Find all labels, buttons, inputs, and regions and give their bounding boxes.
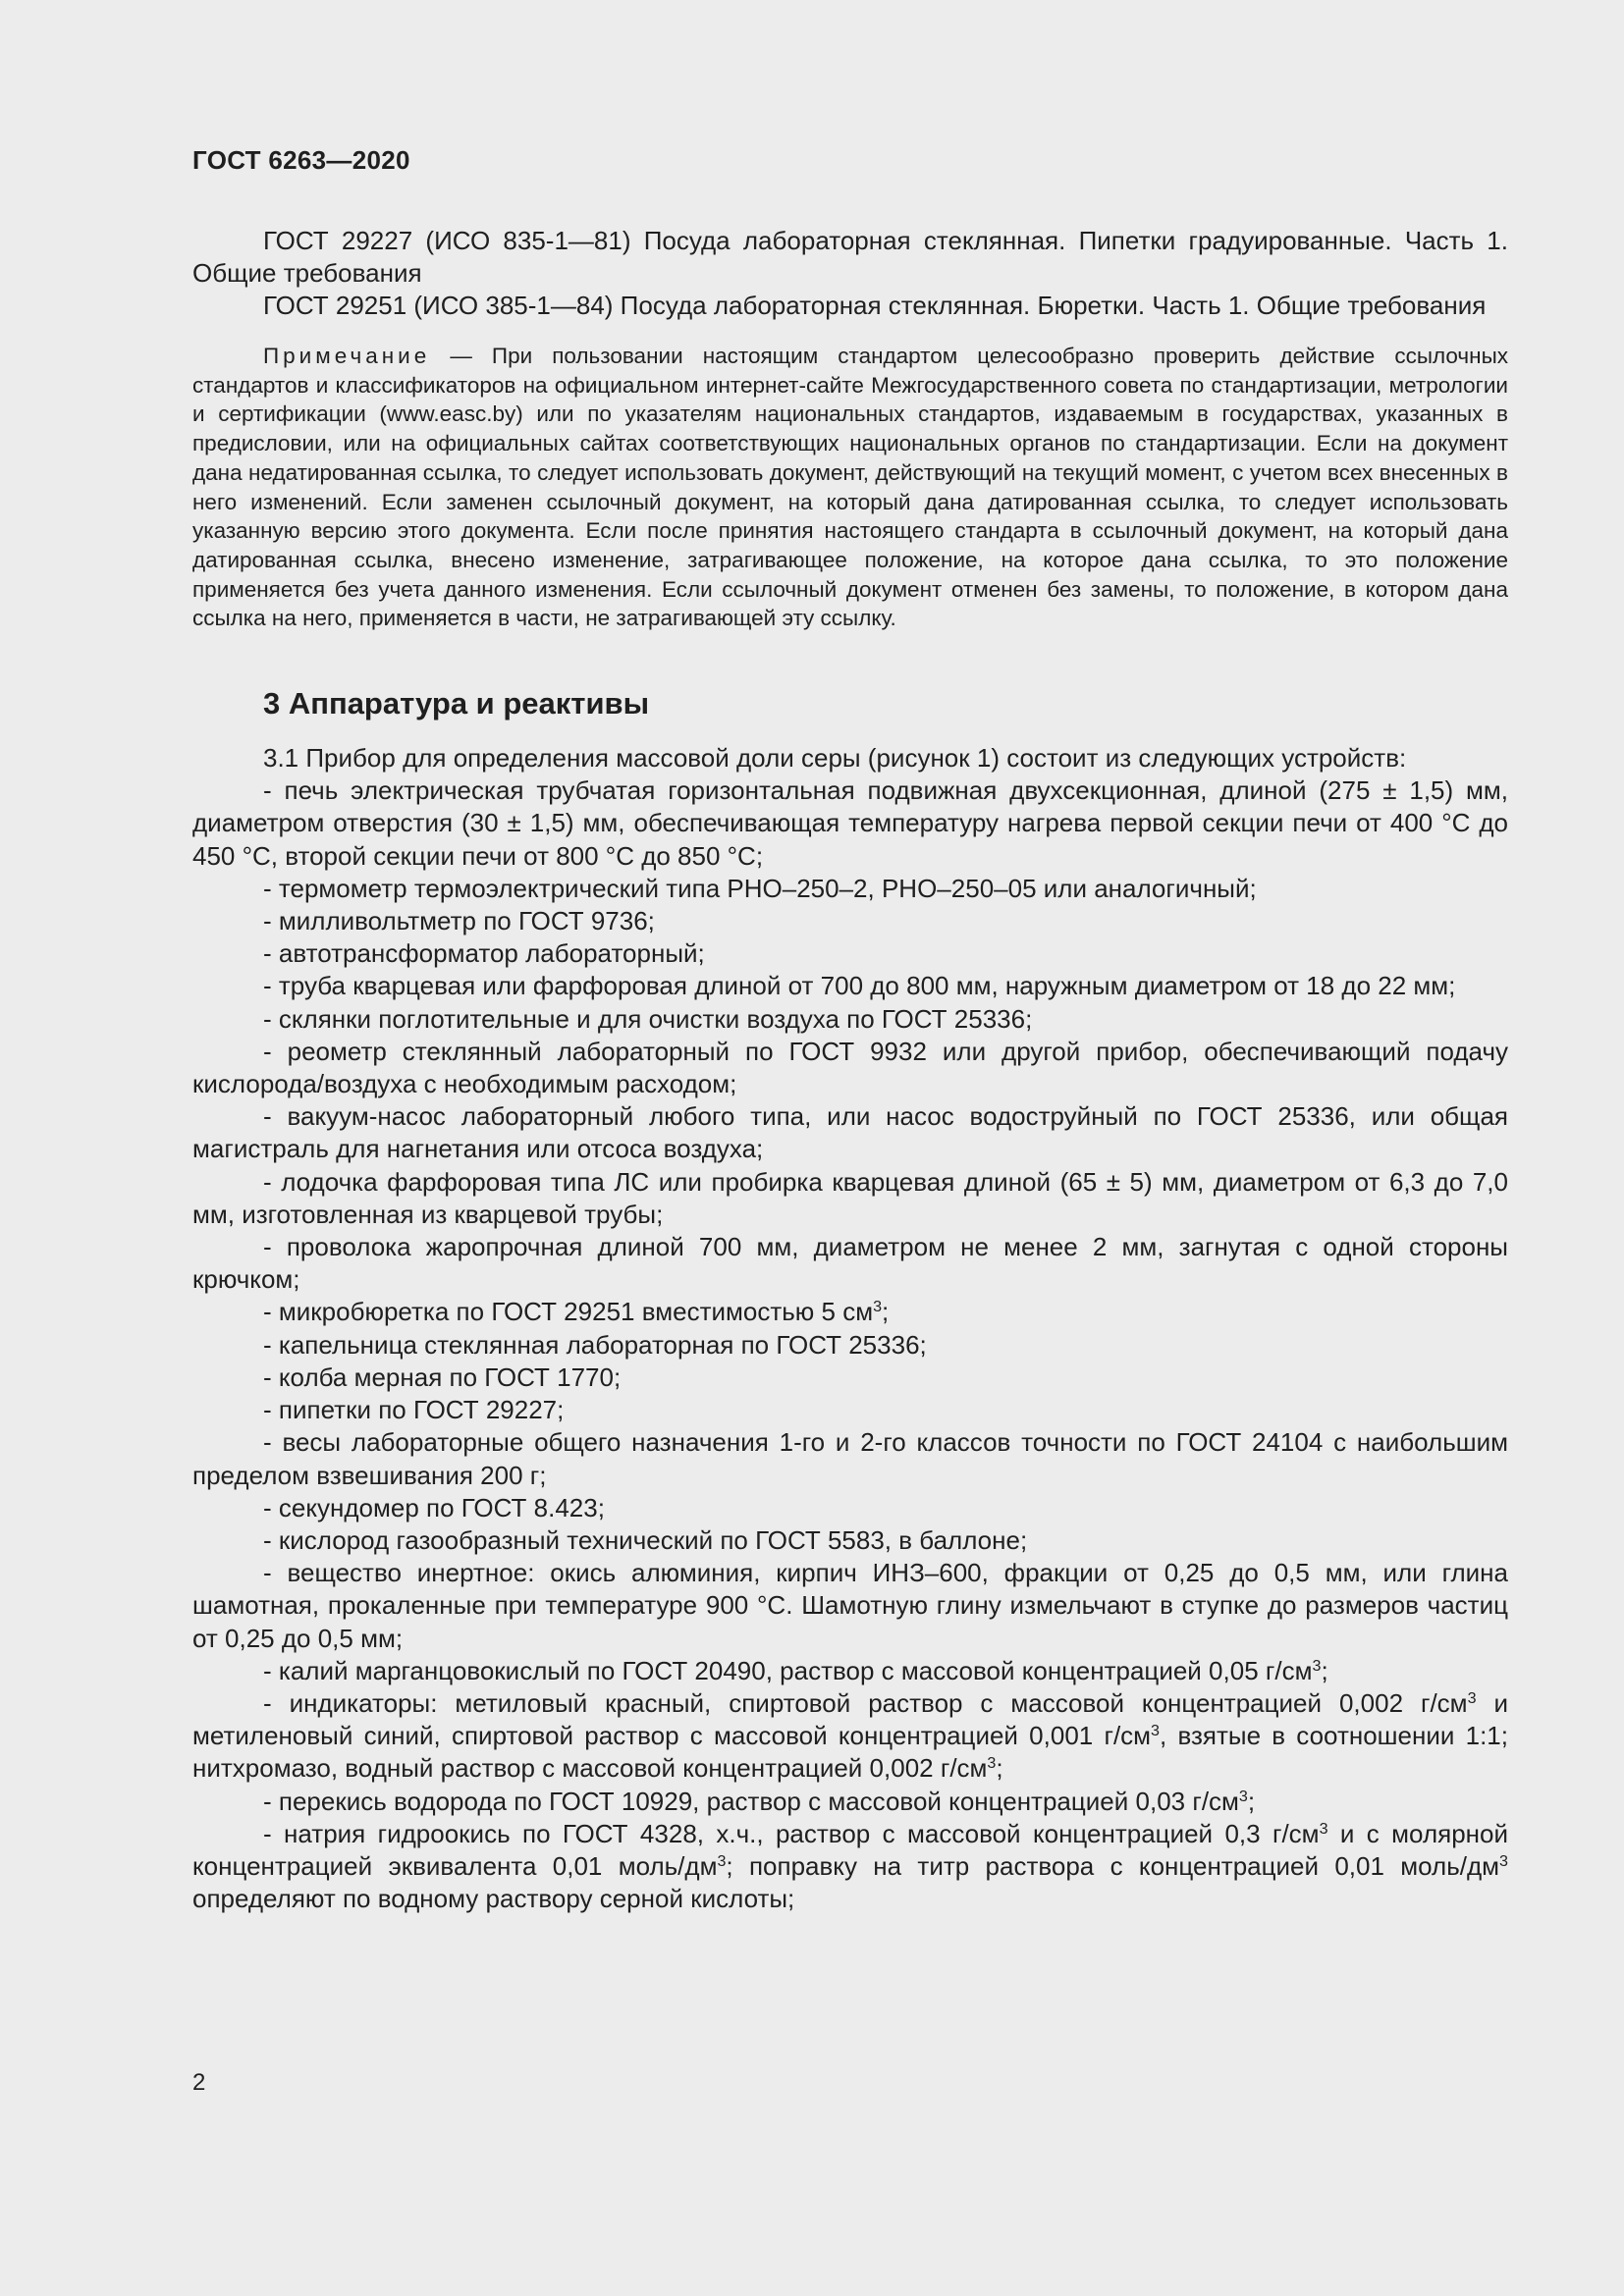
list-item: - милливольтметр по ГОСТ 9736; (263, 906, 655, 936)
list-item: - микробюретка по ГОСТ 29251 вместимостью 5 $см^3$; (263, 1297, 890, 1327)
list-item: - капельница стеклянная лабораторная по ГОСТ 25336; (263, 1329, 927, 1360)
list-item: - секундомер по ГОСТ 8.423; (263, 1492, 605, 1522)
note-paragraph (192, 342, 1508, 633)
list-item: - колба мерная по ГОСТ 1770; (263, 1362, 622, 1392)
page-number: 2 (192, 2069, 206, 2096)
list-item: - печь электрическая трубчатая горизонтальная подвижная двухсекционная, длиной (275 ± 1,5) мм, диаметром отверстия (30 ± 1,5) мм, обеспечивающая температуру нагрева первой секции печи от 400 °С до 450 °С, второй секции печи от 800 °С до 850 °С; (192, 775, 1508, 871)
list-item: - склянки поглотительные и для очистки воздуха по ГОСТ 25336; (263, 1003, 1033, 1034)
list-item: - индикаторы: метиловый красный, спиртовой раствор с массовой концентрацией 0,002 $г/см^3$ и метиленовый синий, спиртовой раствор с массовой концентрацией 0,001 $г/см^3$, взятые в соотношении 1:1; нитхромазо, водный раствор с массовой концентрацией 0,002 $г/см^3$; (192, 1687, 1508, 1784)
reference-item: ГОСТ 29251 (ИСО 385-1—84) Посуда лабораторная стеклянная. Бюретки. Часть 1. Общие требования (263, 291, 1487, 320)
note-label: Примечание (263, 344, 431, 368)
list-item: - натрия гидроокись по ГОСТ 4328, х.ч., раствор с массовой концентрацией 0,3 $г/см^3$ и с молярной концентрацией эквивалента 0,01 моль/$дм^3$; поправку на титр раствора с концентрацией 0,01 моль/$дм^3$ определяют по водному раствору серной кислоты; (192, 1818, 1508, 1914)
note-text: — При пользовании настоящим стандартом целесообразно проверить действие ссылочных стандартов и классификаторов на официальном интернет-сайте Межгосударственного совета по стандартизации, метрологии и сертификации (www.easc.by) или по указателям национальных стандартов, издаваемым в государствах, указанных в предисловии, или на официальных сайтах соответствующих национальных органов по стандартизации. Если на документ дана недатированная ссылка, то следует использовать документ, действующий на текущий момент, с учетом всех внесенных в него изменений. Если заменен ссылочный документ, на который дана датированная ссылка, то следует использовать указанную версию этого документа. Если после принятия настоящего стандарта в ссылочный документ, на который дана датированная ссылка, внесено изменение, затрагивающее положение, на которое дана ссылка, то это положение применяется без учета данного изменения. Если ссылочный документ отменен без замены, то положение, в котором дана ссылка на него, применяется в части, не затрагивающей эту ссылку. (192, 344, 1508, 631)
section-title: 3 Аппаратура и реактивы (263, 686, 650, 721)
list-item: - проволока жаропрочная длиной 700 мм, диаметром не менее 2 мм, загнутая с одной стороны крючком; (192, 1232, 1508, 1295)
document-page (192, 145, 1508, 1915)
list-item: - калий марганцовокислый по ГОСТ 20490, раствор с массовой концентрацией 0,05 $г/см^3$; (263, 1655, 1328, 1685)
list-item: - перекись водорода по ГОСТ 10929, раствор с массовой концентрацией 0,03 $г/см^3$; (263, 1786, 1256, 1816)
list-item: - вакуум-насос лабораторный любого типа, или насос водоструйный по ГОСТ 25336, или общая магистраль для нагнетания или отсоса воздуха; (192, 1101, 1508, 1164)
document-header: ГОСТ 6263—2020 (192, 145, 410, 175)
list-item: - пипетки по ГОСТ 29227; (263, 1395, 565, 1425)
equipment-list (192, 742, 1508, 1915)
list-item: - труба кварцевая или фарфоровая длиной от 700 до 800 мм, наружным диаметром от 18 до 22 мм; (263, 971, 1456, 1001)
list-item: - автотрансформатор лабораторный; (263, 938, 705, 969)
references-list (192, 225, 1508, 322)
list-item: - лодочка фарфоровая типа ЛС или пробирка кварцевая длиной (65 ± 5) мм, диаметром от 6,3 до 7,0 мм, изготовленная из кварцевой трубы; (192, 1166, 1508, 1229)
reference-item: ГОСТ 29227 (ИСО 835-1—81) Посуда лабораторная стеклянная. Пипетки градуированные. Часть 1. Общие требования (192, 226, 1508, 288)
list-item: - весы лабораторные общего назначения 1-го и 2-го классов точности по ГОСТ 24104 с наибольшим пределом взвешивания 200 г; (192, 1427, 1508, 1490)
list-item: - реометр стеклянный лабораторный по ГОСТ 9932 или другой прибор, обеспечивающий подачу кислорода/воздуха с необходимым расходом; (192, 1036, 1508, 1099)
list-item: - термометр термоэлектрический типа РНО–250–2, РНО–250–05 или аналогичный; (263, 873, 1257, 903)
list-item: - вещество инертное: окись алюминия, кирпич ИНЗ–600, фракции от 0,25 до 0,5 мм, или глина шамотная, прокаленные при температуре 900 °С. Шамотную глину измельчают в ступке до размеров частиц от 0,25 до 0,5 мм; (192, 1558, 1508, 1653)
section-intro: 3.1 Прибор для определения массовой доли серы (рисунок 1) состоит из следующих устройств: (263, 743, 1407, 774)
list-item: - кислород газообразный технический по ГОСТ 5583, в баллоне; (263, 1524, 1028, 1555)
